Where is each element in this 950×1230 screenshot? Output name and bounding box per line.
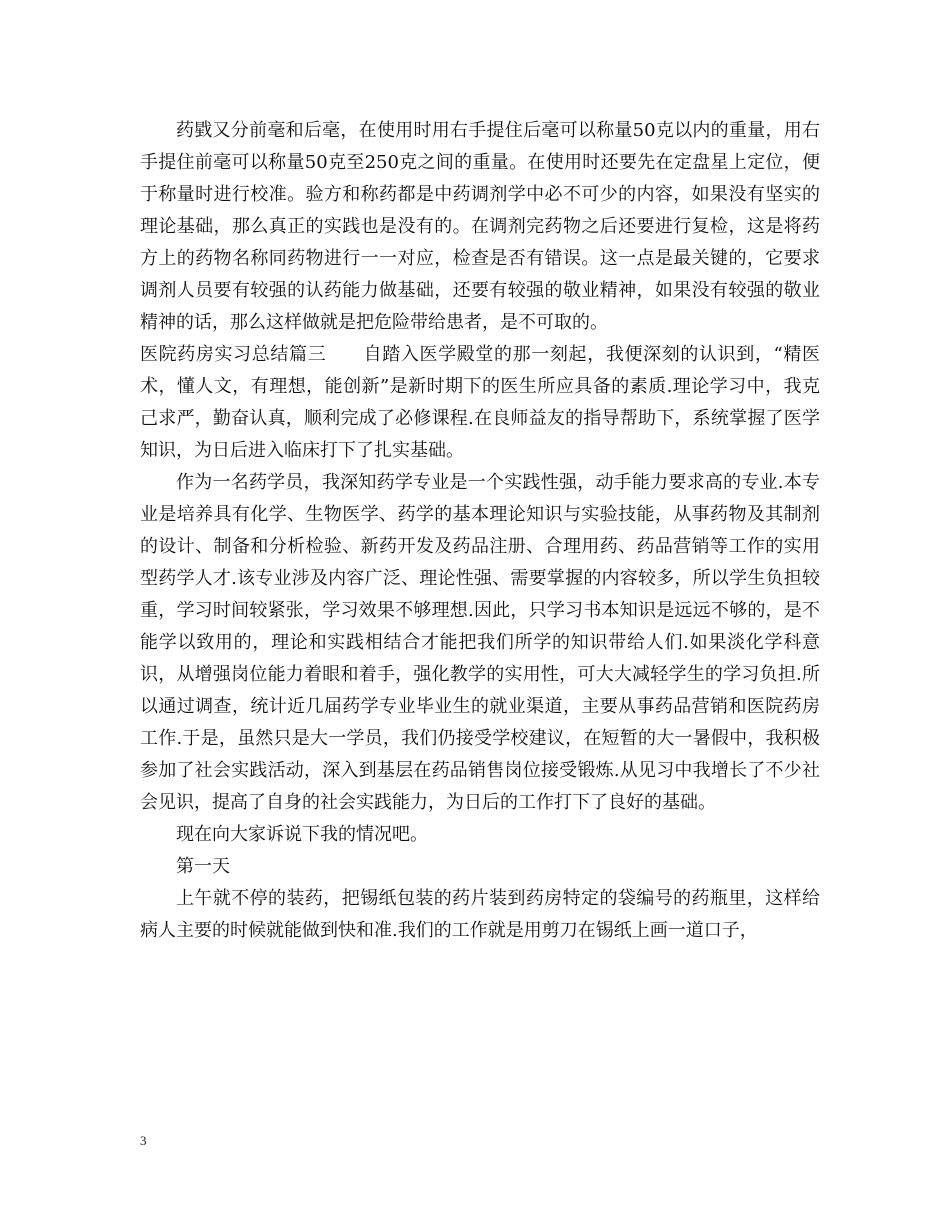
body-text [140, 115, 820, 947]
paragraph-pharmacy-student: 作为一名药学员，我深知药学专业是一个实践性强，动手能力要求高的专业.本专业是培养具有化学、生物医学、药学的基本理论知识与实验技能，从事药物及其制剂的设计、制备和分析检验、新药开发及药品注册、合理用药、药品营销等工作的实用型药学人才.该专业涉及内容广泛、理论性强、需要掌握的内容较多，所以学生负担较重，学习时间较紧张，学习效果不够理想.因此，只学习书本知识是远远不够的，是不能学以致用的，理论和实践相结合才能把我们所学的知识带给人们.如果淡化学科意识，从增强岗位能力着眼和着手，强化教学的实用性，可大大减轻学生的学习负担.所以通过调查，统计近几届药学专业毕业生的就业渠道，主要从事药品营销和医院药房工作.于是，虽然只是大一学员，我们仍接受学校建议，在短暂的大一暑假中，我积极参加了社会实践活动，深入到基层在药品销售岗位接受锻炼.从见习中我增长了不少社会见识，提高了自身的社会实践能力，为日后的工作打下了良好的基础。 [140, 472, 820, 813]
paragraph-my-situation: 现在向大家诉说下我的情况吧。 [176, 824, 428, 845]
paragraph-day-one-heading: 第一天 [176, 856, 230, 877]
page-number: 3 [140, 1133, 147, 1148]
paragraph-weighing-scale: 药戥又分前毫和后毫，在使用时用右手提住后毫可以称量50克以内的重量，用右手提住前毫可以称量50克至250克之间的重量。在使用时还要先在定盘星上定位，便于称量时进行校准。验方和称药都是中药调剂学中必不可少的内容，如果没有坚实的理论基础，那么真正的实践也是没有的。在调剂完药物之后还要进行复检，这是将药方上的药物名称同药物进行一一对应，检查是否有错误。这一点是最关键的，它要求调剂人员要有较强的认药能力做基础，还要有较强的敬业精神，如果没有较强的敬业精神的话，那么这样做就是把危险带给患者，是不可取的。 [140, 120, 820, 333]
paragraph-day-one-body: 上午就不停的装药，把锡纸包装的药片装到药房特定的袋编号的药瓶里，这样给病人主要的时候就能做到快和准.我们的工作就是用剪刀在锡纸上画一道口子， [140, 888, 820, 941]
paragraph-section-three-intro: 医院药房实习总结篇三 自踏入医学殿堂的那一刻起，我便深刻的认识到，“精医术，懂人文，有理想，能创新”是新时期下的医生所应具备的素质.理论学习中，我克己求严，勤奋认真，顺利完成了必修课程.在良师益友的指导帮助下，系统掌握了医学知识，为日后进入临床打下了扎实基础。 [140, 344, 820, 461]
